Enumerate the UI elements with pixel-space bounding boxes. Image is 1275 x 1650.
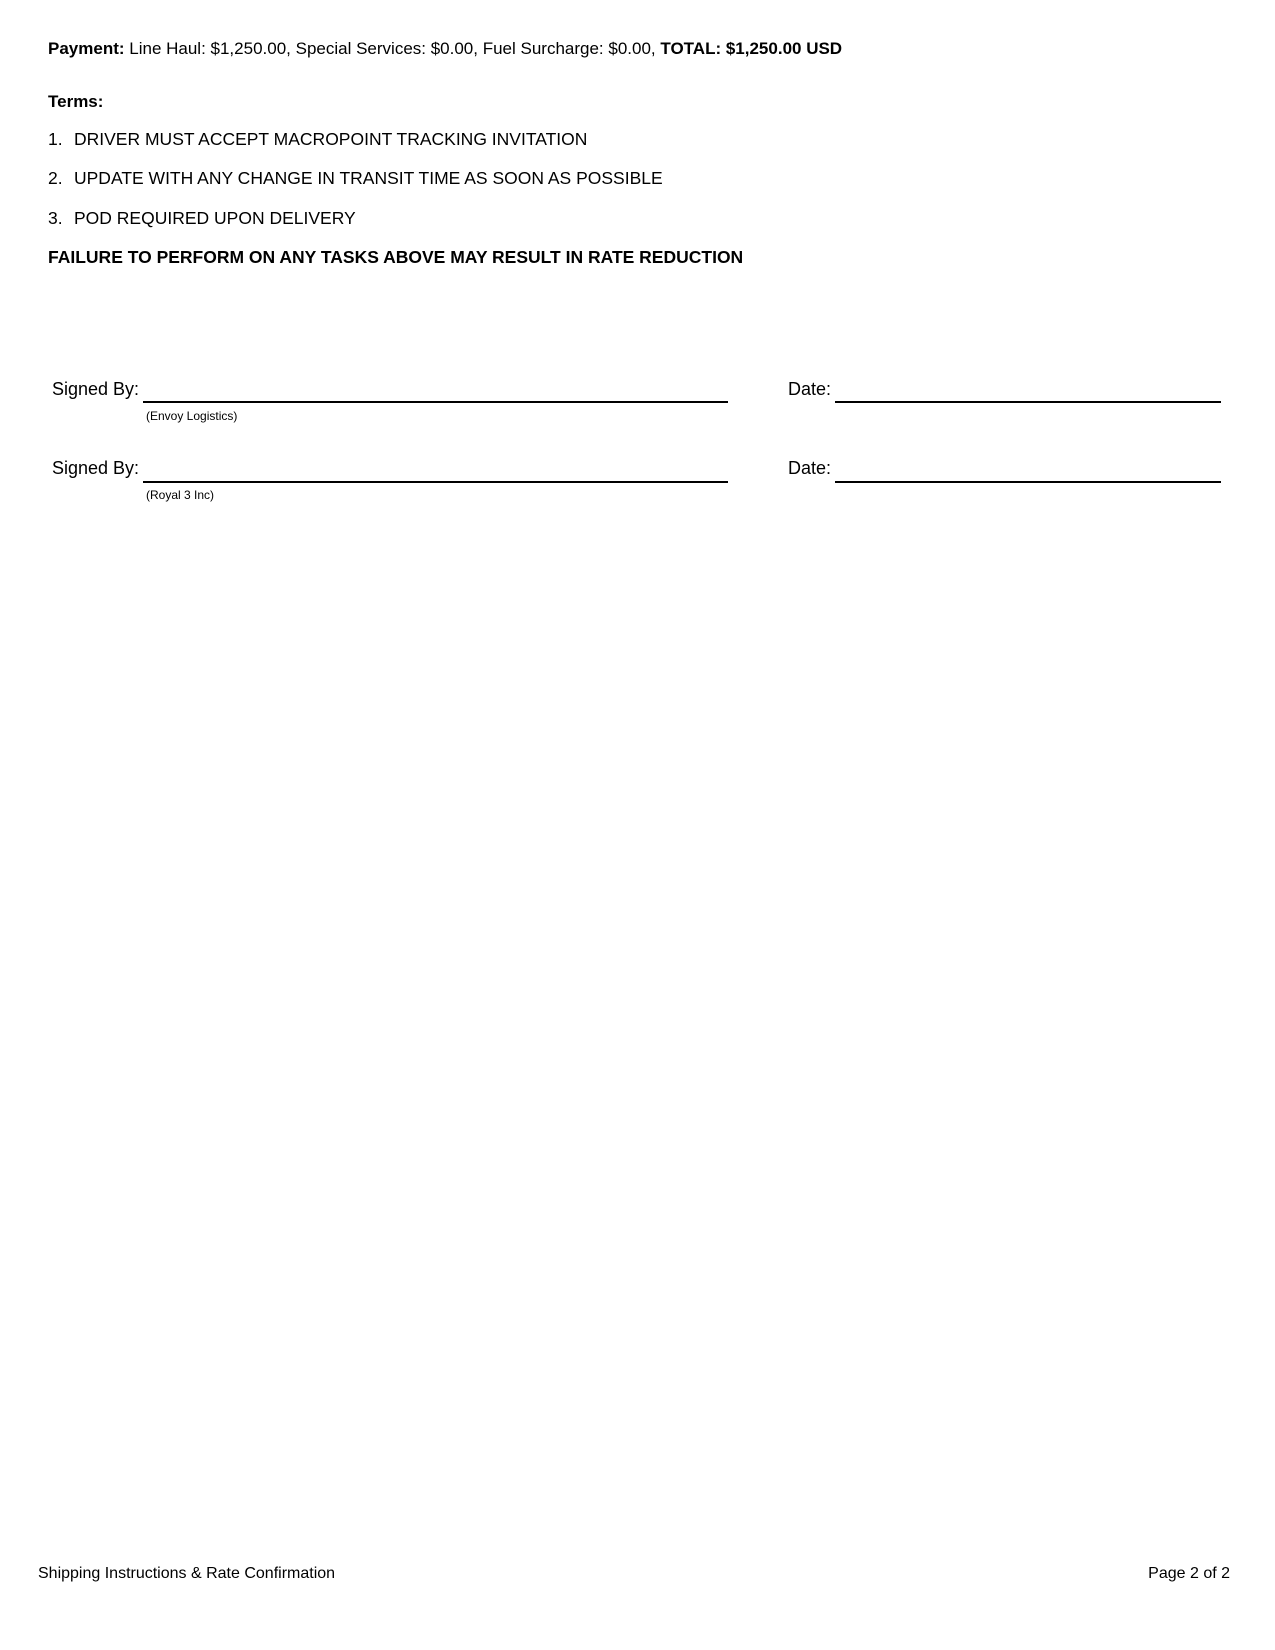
signature-line[interactable]	[143, 401, 728, 403]
payment-label: Payment:	[48, 39, 125, 58]
term-text: UPDATE WITH ANY CHANGE IN TRANSIT TIME AS SOON AS POSSIBLE	[74, 168, 663, 188]
signer-party: (Royal 3 Inc)	[146, 488, 215, 502]
terms-heading: Terms:	[48, 92, 104, 111]
date-label: Date:	[788, 379, 832, 399]
page-number: Page 2 of 2	[1148, 1565, 1230, 1582]
term-text: POD REQUIRED UPON DELIVERY	[74, 208, 356, 228]
term-item	[48, 128, 587, 150]
payment-total: TOTAL: $1,250.00 USD	[660, 39, 843, 58]
rate-reduction-warning: FAILURE TO PERFORM ON ANY TASKS ABOVE MAY RESULT IN RATE REDUCTION	[48, 247, 744, 267]
signer-party: (Envoy Logistics)	[146, 409, 238, 423]
signature-line[interactable]	[143, 481, 728, 483]
signed-by-label: Signed By:	[52, 458, 140, 478]
term-number: 1.	[48, 129, 63, 149]
term-number: 2.	[48, 168, 63, 188]
term-number: 3.	[48, 208, 63, 228]
signed-by-label: Signed By:	[52, 379, 140, 399]
payment-details: Line Haul: $1,250.00, Special Services: $0.00, Fuel Surcharge: $0.00,	[124, 39, 661, 58]
term-item	[48, 207, 356, 229]
date-line[interactable]	[835, 481, 1221, 483]
date-line[interactable]	[835, 401, 1221, 403]
term-text: DRIVER MUST ACCEPT MACROPOINT TRACKING INVITATION	[74, 129, 588, 149]
date-label: Date:	[788, 458, 832, 478]
payment-line	[48, 38, 842, 60]
footer-title: Shipping Instructions & Rate Confirmation	[38, 1565, 336, 1582]
term-item	[48, 167, 663, 189]
